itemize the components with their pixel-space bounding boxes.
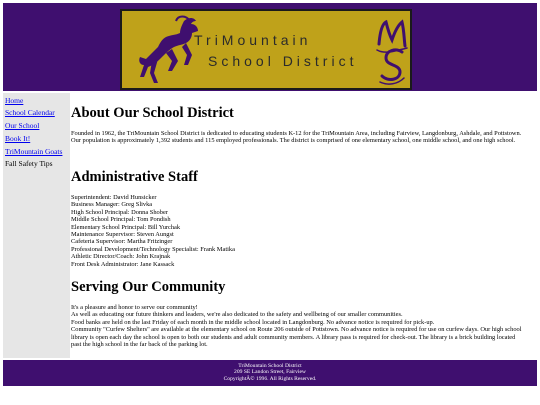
district-banner (120, 9, 412, 90)
staff-line: Athletic Director/Coach: John Krajnak (71, 253, 171, 261)
nav-link-trimountain-goats[interactable]: TriMountain Goats (5, 147, 63, 156)
brand-line-1: TriMountain (194, 32, 312, 48)
staff-line: Cafeteria Supervisor: Martha Fritzinger (71, 238, 173, 246)
footer-address: 209 SE Landon Street, Fairview (234, 369, 306, 376)
serving-line: It's a pleasure and honor to serve our community! (71, 304, 198, 311)
staff-line: Middle School Principal: Tom Pondish (71, 216, 171, 224)
staff-line: Front Desk Administrator: Jane Kassack (71, 260, 175, 268)
nav-link-home[interactable]: Home (5, 96, 24, 105)
about-line: Founded in 1962, the TriMountain School District is dedicated to educating students K-12 for the TriMountain Area, including Fairview, Langdonburg, Ashdale, and Pottstown. (71, 130, 522, 137)
about-line: Our population is approximately 1,392 students and 115 employed professionals. The district is comprised of one elementary school, one middle school, and one high school. (71, 137, 516, 145)
serving-heading: Serving Our Community (71, 279, 226, 295)
staff-line: Professional Development/Technology Specialist: Frank Matika (71, 245, 235, 253)
site-header (3, 3, 537, 91)
brand-line-2: School District (208, 53, 358, 69)
sidebar-nav (3, 93, 70, 358)
footer-copyright: CopyrightÂ© 1996. All Rights Reserved. (223, 375, 317, 382)
nav-item-fall-safety-tips: Fall Safety Tips (5, 159, 53, 168)
footer-name: TriMountain School District (238, 363, 302, 369)
serving-line: Community "Curfew Shelters" are available at the elementary school on Route 206 outside of Pottstown. No advance notice is required for use on curfew days. Our high school library is open each day the school is open to both our students and adult community members. A library pass is required for check-out. The library is a brick building located past the high school in the far back of the parking lot. (71, 326, 522, 349)
staff-line: Elementary School Principal: Bill Yurchak (71, 223, 181, 231)
monogram-icon (374, 14, 410, 88)
serving-line: As well as educating our future thinkers and leaders, we're also dedicated to the safety and wellbeing of our smaller communities. (71, 311, 403, 319)
staff-list (71, 194, 523, 268)
site-footer (3, 360, 537, 386)
goat-icon (132, 15, 206, 87)
staff-heading: Administrative Staff (71, 169, 198, 185)
staff-line: Superintendent: David Hunsicker (71, 194, 157, 201)
nav-link-our-school[interactable]: Our School (5, 121, 40, 130)
nav-link-book-it[interactable]: Book It! (5, 134, 31, 143)
staff-line: Business Manager: Greg Slivka (71, 201, 153, 209)
about-heading: About Our School District (71, 105, 234, 121)
staff-line: High School Principal: Donna Shober (71, 208, 168, 216)
staff-line: Maintenance Supervisor: Steven Aungst (71, 231, 174, 239)
about-text (71, 130, 523, 145)
serving-line: Food banks are held on the last Friday of each month in the middle school located in Langdonburg. No advance notice is required for pick-up. (71, 318, 435, 326)
serving-text (71, 304, 523, 348)
nav-link-school-calendar[interactable]: School Calendar (5, 108, 55, 117)
